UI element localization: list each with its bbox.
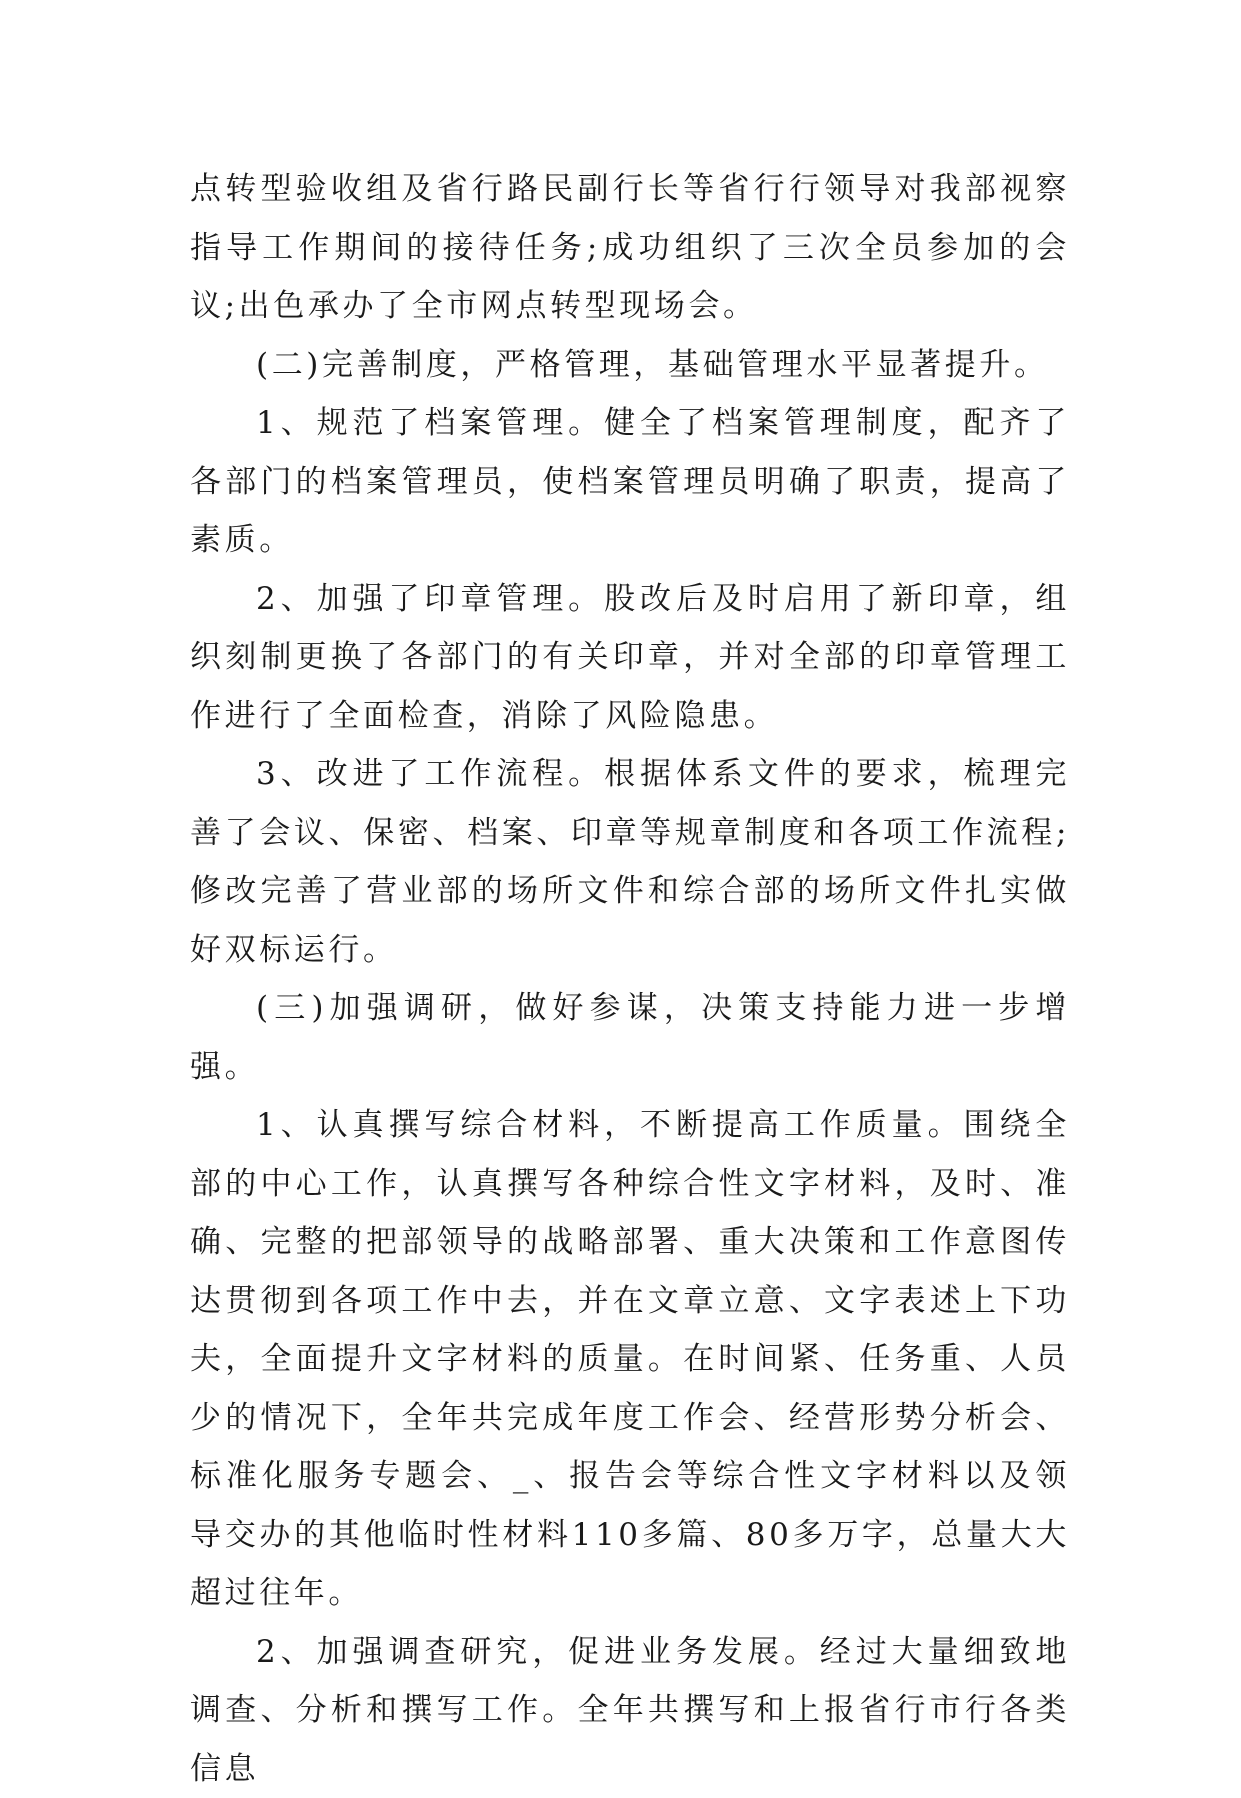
paragraph: 2、加强了印章管理。股改后及时启用了新印章，组织刻制更换了各部门的有关印章，并对全部的印章管理工作进行了全面检查，消除了风险隐患。 (190, 570, 1070, 746)
section-heading: (三)加强调研，做好参谋，决策支持能力进一步增强。 (190, 979, 1070, 1096)
paragraph: 1、规范了档案管理。健全了档案管理制度，配齐了各部门的档案管理员，使档案管理员明确了职责，提高了素质。 (190, 394, 1070, 570)
section-heading: (二)完善制度，严格管理，基础管理水平显著提升。 (190, 336, 1070, 395)
paragraph: 3、改进了工作流程。根据体系文件的要求，梳理完善了会议、保密、档案、印章等规章制度和各项工作流程;修改完善了营业部的场所文件和综合部的场所文件扎实做好双标运行。 (190, 745, 1070, 979)
paragraph: 2、加强调查研究，促进业务发展。经过大量细致地调查、分析和撰写工作。全年共撰写和上报省行市行各类信息 (190, 1623, 1070, 1798)
paragraph: 1、认真撰写综合材料，不断提高工作质量。围绕全部的中心工作，认真撰写各种综合性文字材料，及时、准确、完整的把部领导的战略部署、重大决策和工作意图传达贯彻到各项工作中去，并在文章立意、文字表述上下功夫，全面提升文字材料的质量。在时间紧、任务重、人员少的情况下，全年共完成年度工作会、经营形势分析会、标准化服务专题会、_、报告会等综合性文字材料以及领导交办的其他临时性材料110多篇、80多万字，总量大大超过往年。 (190, 1096, 1070, 1623)
paragraph: 点转型验收组及省行路民副行长等省行行领导对我部视察指导工作期间的接待任务;成功组织了三次全员参加的会议;出色承办了全市网点转型现场会。 (190, 160, 1070, 336)
document-body (190, 160, 1070, 1798)
